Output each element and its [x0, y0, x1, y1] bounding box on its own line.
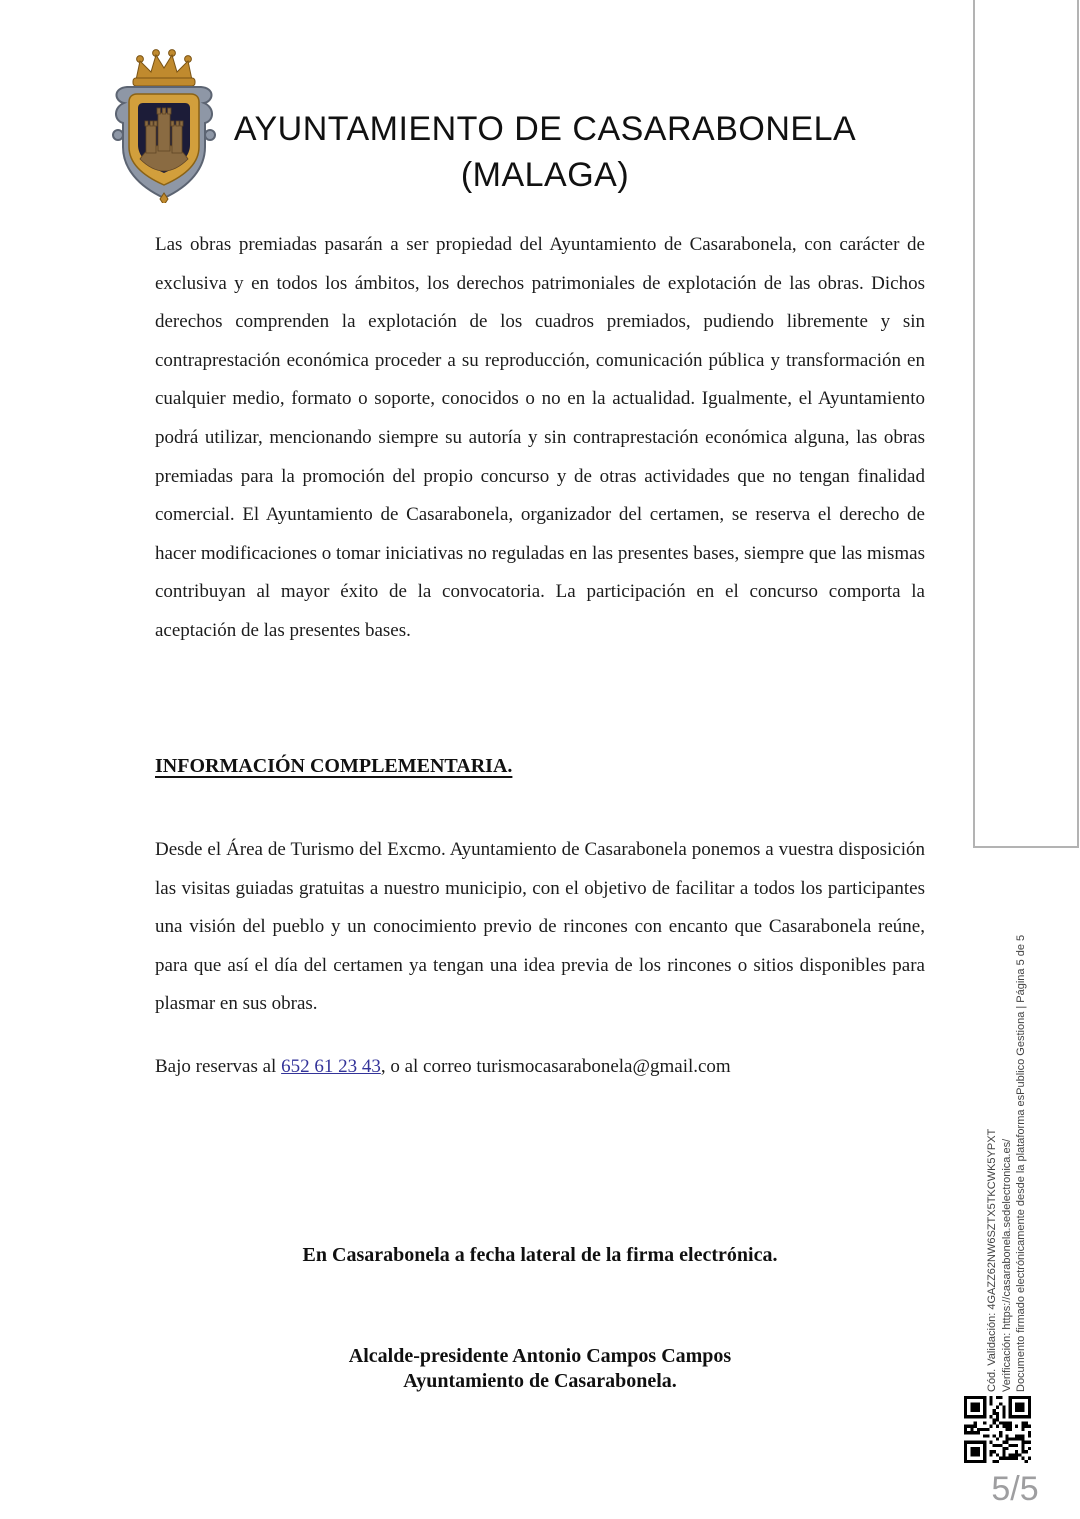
contact-suffix: , o al correo turismocasarabonela@gmail.com [380, 1056, 731, 1077]
signature-org: Ayuntamiento de Casarabonela. [403, 1370, 677, 1392]
signature-place-line: En Casarabonela a fecha lateral de la firma electrónica. [302, 1244, 778, 1266]
header-title-line2: (MALAGA) [460, 156, 630, 194]
contact-prefix: Bajo reservas al [155, 1056, 282, 1077]
verification-url-line: Verificación: https://casarabonela.sedelectronica.es/ [1000, 1138, 1013, 1392]
page-indicator: 5/5 [991, 1470, 1039, 1508]
section-heading: INFORMACIÓN COMPLEMENTARIA. [155, 755, 513, 777]
margin-signature-metadata [985, 930, 1029, 1392]
paragraph-tourism-info: Desde el Área de Turismo del Excmo. Ayuntamiento de Casarabonela ponemos a vuestra disposición las visitas guiadas gratuitas a nuestro municipio, con el objetivo de facilitar a todos los participantes una visión del pueblo y un conocimiento previo de rincones con encanto que Casarabonela reúne, para que así el día del certamen ya tengan una idea previa de los rincones o sitios disponibles para plasmar en sus obras. [155, 839, 925, 1015]
signed-platform-line: Documento firmado electrónicamente desde la plataforma esPublico Gestiona | Página 5 de 5 [1015, 934, 1027, 1392]
side-panel [973, 0, 1079, 848]
document-header [155, 106, 935, 198]
validation-code-line: Cód. Validación: 4GAZZ62NW6SZTX5TKCWK5YPXT [986, 1128, 998, 1392]
signature-block [155, 1344, 925, 1394]
phone-link[interactable]: 652 61 23 43 [281, 1056, 381, 1077]
paragraph-prize-rights: Las obras premiadas pasarán a ser propiedad del Ayuntamiento de Casarabonela, con carácter de exclusiva y en todos los ámbitos, los derechos patrimoniales de explotación de las obras. Dichos derechos comprenden la explotación de los cuadros premiados, pudiendo libremente y sin contraprestación económica proceder a su reproducción, comunicación pública y transformación en cualquier medio, formato o soporte, conocidos o no en la actualidad. Igualmente, el Ayuntamiento podrá utilizar, mencionando siempre su autoría y sin contraprestación económica alguna, las obras premiadas para la promoción del propio concurso y de otras actividades que no tengan finalidad comercial. El Ayuntamiento de Casarabonela, organizador del certamen, se reserva el derecho de hacer modificaciones o tomar iniciativas no reguladas en las presentes bases, siempre que las mismas contribuyan al mayor éxito de la convocatoria. La participación en el concurso comporta la aceptación de las presentes bases. [155, 234, 925, 641]
contact-line [155, 1056, 925, 1078]
signature-name: Alcalde-presidente Antonio Campos Campos [348, 1345, 732, 1367]
qr-code-icon [964, 1396, 1031, 1463]
header-title-line1: AYUNTAMIENTO DE CASARABONELA [233, 110, 857, 148]
